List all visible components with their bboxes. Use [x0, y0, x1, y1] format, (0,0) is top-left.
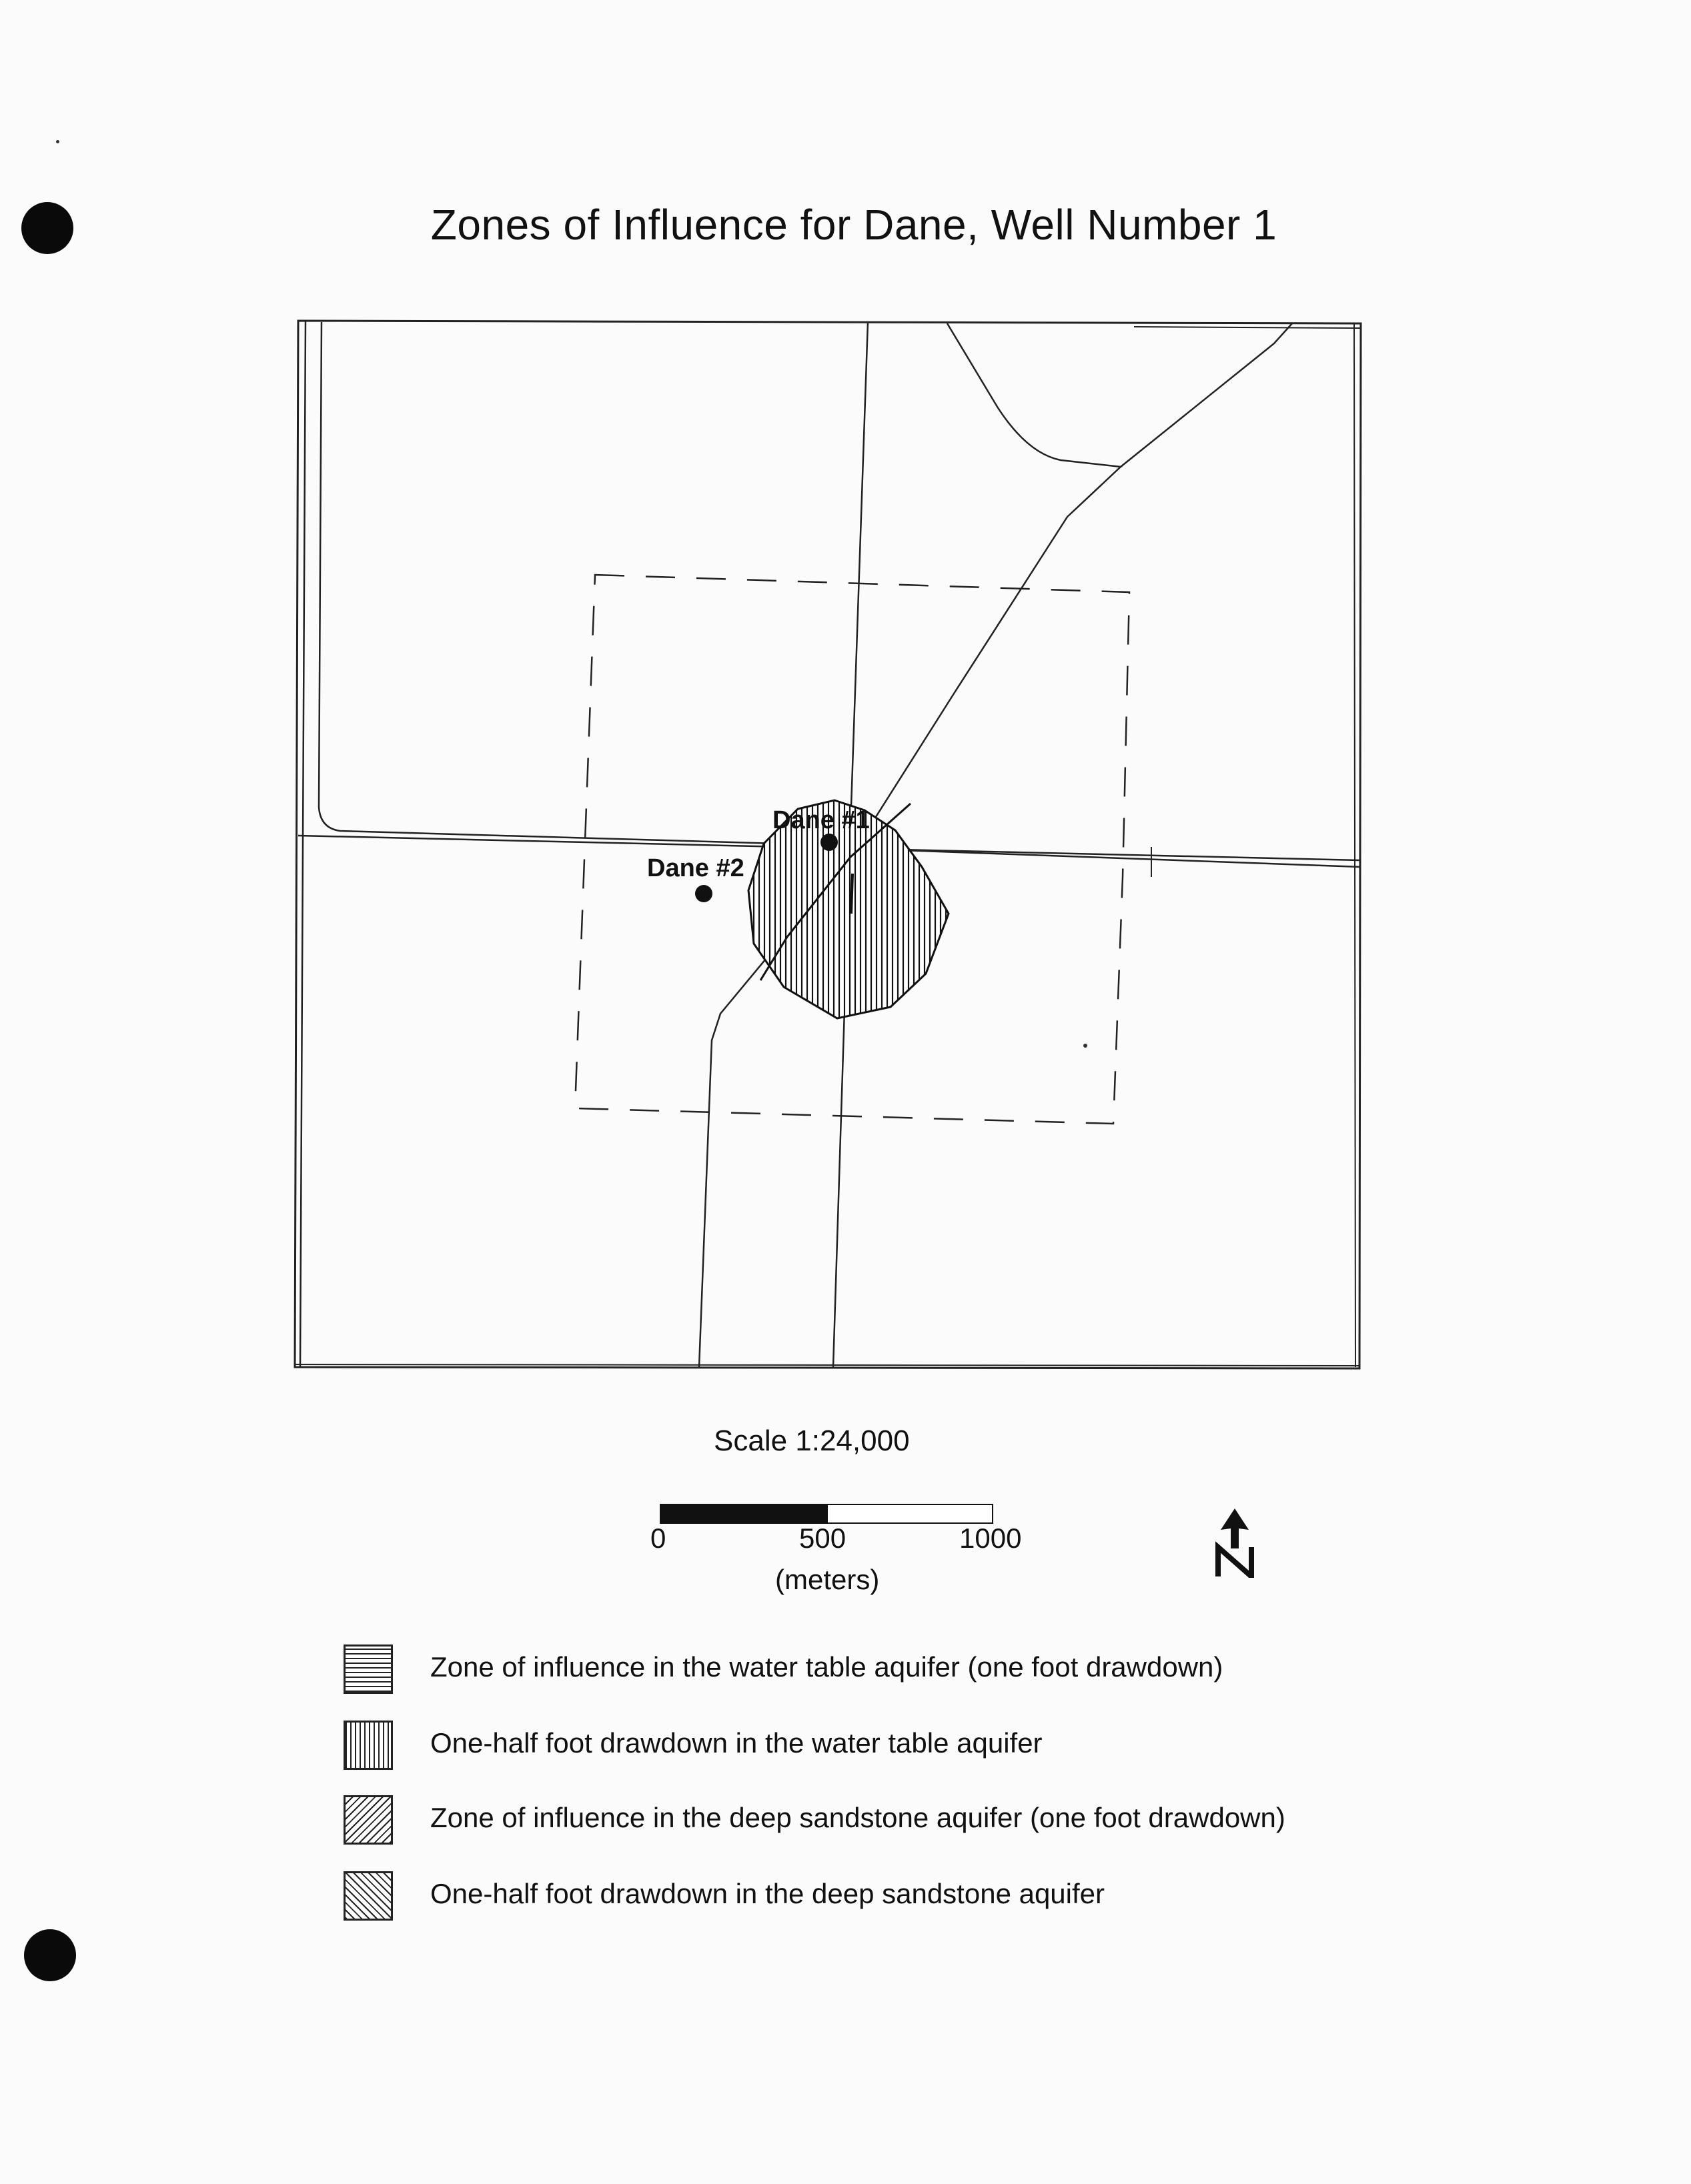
scale-tick-500: 500 [799, 1522, 847, 1554]
well-dane-1-label: Dane #1 [772, 806, 870, 834]
well-dane-2-marker [695, 885, 712, 902]
north-arrow-icon [1214, 1508, 1255, 1578]
legend-label: One-half foot drawdown in the deep sandstone aquifer [430, 1878, 1105, 1909]
vertical-hatch-swatch [344, 1721, 393, 1770]
scale-tick-1000: 1000 [959, 1522, 1022, 1554]
road-northeast-branch [947, 323, 1121, 467]
legend-label: One-half foot drawdown in the water table aquifer [430, 1727, 1043, 1759]
horizontal-hatch-swatch [344, 1645, 393, 1694]
scale-bar-white-segment [827, 1504, 993, 1523]
well-dane-1-marker [820, 834, 838, 851]
scale-title: Scale 1:24,000 [714, 1424, 910, 1457]
scale-tick-0: 0 [650, 1522, 666, 1554]
map-speck [1083, 1044, 1087, 1048]
map-title: Zones of Influence for Dane, Well Number 1 [430, 201, 1277, 249]
legend-label: Zone of influence in the water table aquifer (one foot drawdown) [430, 1651, 1223, 1683]
well-dane-2[interactable] [647, 854, 744, 902]
scale-unit: (meters) [775, 1564, 880, 1595]
diagonal-hatch-up-swatch [344, 1871, 393, 1921]
road-west [319, 322, 824, 845]
scale-bar [660, 1504, 993, 1523]
legend-label: Zone of influence in the deep sandstone aquifer (one foot drawdown) [430, 1802, 1285, 1833]
well-dane-2-label: Dane #2 [647, 854, 744, 882]
scale-bar-black-segment [660, 1504, 827, 1523]
diagonal-hatch-down-swatch [344, 1795, 393, 1845]
road-east-west-east [847, 848, 1361, 867]
